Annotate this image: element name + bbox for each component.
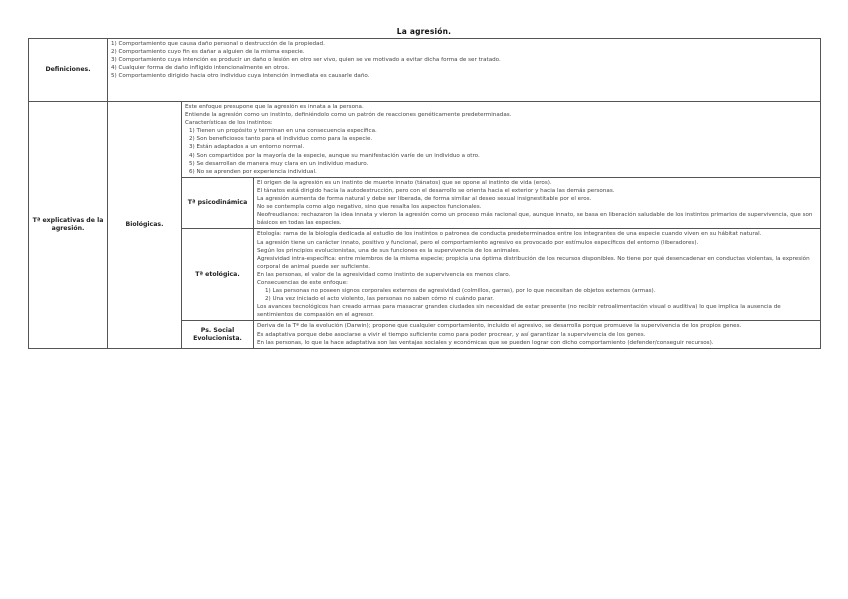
- theory-line: Es adaptativa porque debe asociarse a vivir el tiempo suficiente como para poder procrear, y así garantizar la supervivencia de los genes.: [257, 331, 646, 338]
- evolutionary-label: Ps. Social Evolucionista.: [182, 321, 254, 348]
- psychodynamic-content: [254, 177, 821, 229]
- theory-line: Etología: rama de la biología dedicada al estudio de los instintos o patrones de conducta predeterminados entre los integrantes de una especie cuando viven en su hábitat natural.: [257, 231, 762, 238]
- biological-label: Biológicas.: [108, 102, 182, 349]
- theory-line: Según los principios evolucionistas, una de sus funciones es la supervivencia de los animales.: [257, 247, 521, 254]
- theory-line: El tánatos está dirigido hacia la autodestrucción, pero con el desarrollo se orienta hacia el exterior y hacia las demás personas.: [257, 187, 615, 194]
- instinct-item: 4) Son compartidos por la mayoría de la especie, aunque su manifestación varíe de un individuo a otro.: [189, 152, 480, 159]
- theory-line: Consecuencias de este enfoque:: [257, 279, 348, 286]
- instinct-item: 6) No se aprenden por experiencia individual.: [189, 168, 317, 175]
- ethological-label: Tª etológica.: [182, 229, 254, 321]
- definition-item: 2) Comportamiento cuyo fin es dañar a alguien de la misma especie.: [111, 49, 305, 56]
- theory-line: El origen de la agresión es un instinto de muerte innato (tánatos) que se opone al instinto de vida (eros).: [257, 179, 552, 186]
- psychodynamic-label: Tª psicodinámica: [182, 177, 254, 229]
- definitions-label: Definiciones.: [29, 39, 108, 102]
- intro-line: Características de los instintos:: [185, 120, 273, 127]
- instinct-item: 1) Tienen un propósito y terminan en una consecuencia específica.: [189, 128, 377, 135]
- aggression-table: [28, 38, 821, 349]
- definition-item: 4) Cualquier forma de daño infligido intencionalmente en otros.: [111, 65, 290, 72]
- intro-line: Entiende la agresión como un instinto, definiéndolo como un patrón de reacciones genéticamente predeterminadas.: [185, 112, 512, 119]
- evolutionary-content: [254, 321, 821, 348]
- page-title: La agresión.: [396, 27, 452, 36]
- theory-line: Deriva de la Tª de la evolución (Darwin); propone que cualquier comportamiento, incluido el agresivo, se desarrolla porque promueve la supervivencia de los propios genes.: [257, 323, 742, 330]
- definition-item: 3) Comportamiento cuya intención es producir un daño o lesión en otro ser vivo, quien se ve motivado a evitar dicha forma de ser tratado.: [111, 57, 501, 64]
- theory-line: La agresión tiene un carácter innato, positivo y funcional, pero el comportamiento agresivo es provocado por estímulos específicos del entorno (liberadores).: [257, 239, 699, 246]
- biological-intro-row: [29, 102, 821, 178]
- theories-label: Tª explicativas de la agresión.: [29, 102, 108, 349]
- ethological-content: [254, 229, 821, 321]
- theory-line: Los avances tecnológicos han creado armas para masacrar grandes ciudades sin necesidad de estar presente (no recibir retroalimentación visual o auditiva) lo que implica la ausencia de sentimientos de compasión en el agresor.: [257, 304, 781, 319]
- theory-line: Neofreudianos: rechazaron la idea innata y vieron la agresión como un proceso más racional que, aunque innato, se basa en liberación saludable de los instintos primarios de supervivencia, que son básicos en todas las especies.: [257, 212, 813, 227]
- theory-line: No se contempla como algo negativo, sino que resalta los aspectos funcionales.: [257, 204, 482, 211]
- definition-item: 1) Comportamiento que causa daño personal o destrucción de la propiedad.: [111, 41, 325, 47]
- intro-line: Este enfoque presupone que la agresión es innata a la persona.: [185, 104, 364, 110]
- instinct-item: 5) Se desarrollan de manera muy clara en un individuo maduro.: [189, 160, 369, 167]
- biological-intro: [182, 102, 821, 178]
- theory-line: La agresión aumenta de forma natural y debe ser liberada, de forma similar al deseo sexual insignestitable por el eros.: [257, 196, 592, 203]
- theory-line: Agresividad intra-específica: entre miembros de la misma especie; propicia una óptima distribución de los recursos disponibles. No tiene por qué desencadenar en conductas violentas, la expresión corporal de animal puede ser suficiente.: [257, 255, 810, 270]
- definition-item: 5) Comportamiento dirigido hacia otro individuo cuya intención inmediata es causarle daño.: [111, 73, 370, 80]
- definitions-content: [108, 39, 821, 102]
- theory-line: En las personas, el valor de la agresividad como instinto de supervivencia es menos claro.: [257, 271, 511, 278]
- consequence-item: 1) Las personas no poseen signos corporales externos de agresividad (colmillos, garras), por lo que necesitan de objetos externos (armas).: [265, 288, 656, 295]
- definitions-row: [29, 39, 821, 102]
- theory-line: En las personas, lo que la hace adaptativa son las ventajas sociales y económicas que se pueden lograr con dicho comportamiento (defender/conseguir recursos).: [257, 339, 714, 346]
- instinct-item: 2) Son beneficiosos tanto para el individuo como para la especie.: [189, 136, 373, 143]
- instinct-item: 3) Están adaptados a un entorno normal.: [189, 144, 305, 151]
- consequence-item: 2) Una vez iniciado el acto violento, las personas no saben cómo ni cuándo parar.: [265, 296, 494, 303]
